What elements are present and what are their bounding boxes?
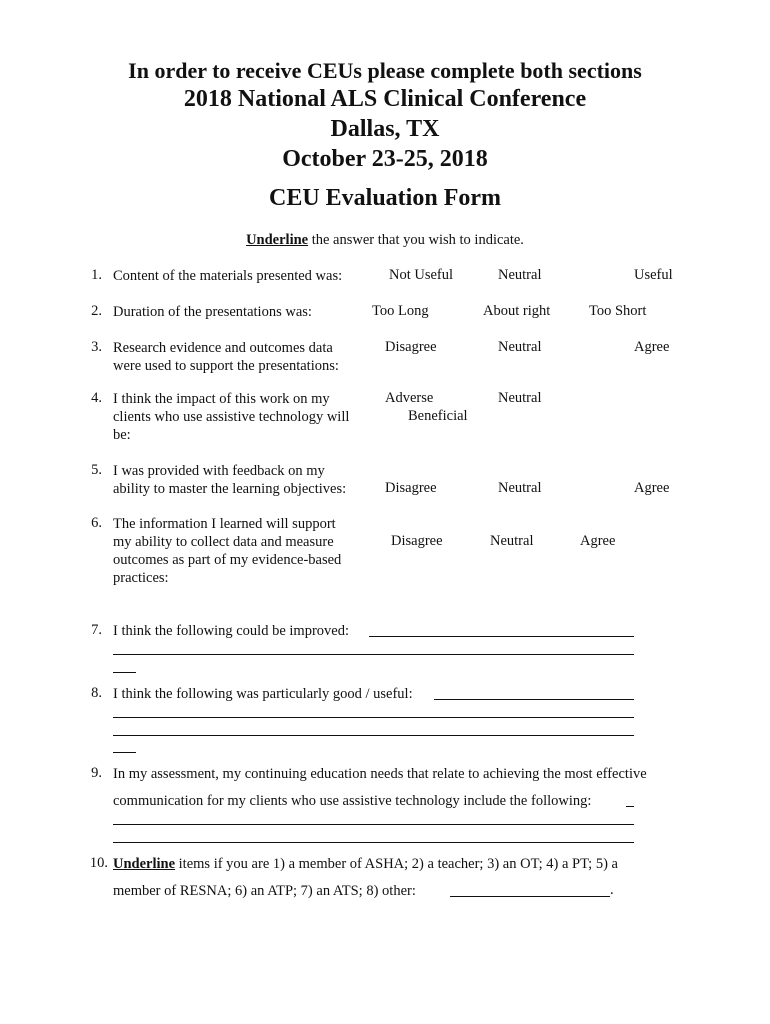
question-text-line: In my assessment, my continuing education needs that relate to achieving the most effective [113,766,647,782]
question-text: Duration of the presentations was: [113,304,312,320]
option-neutral[interactable]: Neutral [498,480,542,496]
answer-line[interactable] [113,735,634,736]
question-number: 7. [91,622,102,638]
question-number: 3. [91,339,102,355]
option-too-short[interactable]: Too Short [589,303,647,319]
question-text-line: practices: [113,570,169,586]
question-emphasis: Underline [113,856,176,872]
option-useful[interactable]: Useful [634,267,673,283]
option-adverse[interactable]: Adverse [385,390,434,406]
instruction-text [0,231,770,249]
question-text-line: member of RESNA; 6) an ATP; 7) an ATS; 8) other: [113,883,416,899]
ceu-requirement-heading: In order to receive CEUs please complete both sections [128,58,642,83]
conference-name: 2018 National ALS Clinical Conference [183,86,587,112]
question-text-line [113,855,618,873]
instruction-emphasis: Underline [246,232,309,248]
option-not-useful[interactable]: Not Useful [389,267,454,283]
answer-line[interactable] [113,842,634,843]
option-beneficial[interactable]: Beneficial [408,408,468,424]
answer-line[interactable] [626,806,634,807]
form-title: CEU Evaluation Form [268,185,501,211]
question-text-line: I think the impact of this work on my [113,391,330,407]
question-number: 10. [89,855,108,871]
answer-line[interactable] [434,699,634,700]
question-text: I think the following was particularly good / useful: [113,686,413,702]
answer-line[interactable] [113,717,634,718]
sentence-period: . [610,882,614,898]
option-agree[interactable]: Agree [580,533,616,549]
question-number: 2. [91,303,102,319]
question-number: 9. [91,765,102,781]
question-text-line: outcomes as part of my evidence-based [113,552,342,568]
option-neutral[interactable]: Neutral [490,533,534,549]
conference-dates: October 23-25, 2018 [282,146,488,172]
instruction-rest: the answer that you wish to indicate. [308,232,524,248]
answer-line[interactable] [113,752,136,753]
question-number: 8. [91,685,102,701]
conference-location: Dallas, TX [330,116,440,142]
option-agree[interactable]: Agree [634,480,670,496]
question-number: 4. [91,390,102,406]
question-text-line: Research evidence and outcomes data [113,340,333,356]
option-disagree[interactable]: Disagree [385,339,437,355]
question-text: Content of the materials presented was: [113,268,343,284]
question-number: 1. [91,267,102,283]
question-text-line: ability to master the learning objectives: [113,481,347,497]
option-neutral[interactable]: Neutral [498,339,542,355]
question-text-line: were used to support the presentations: [113,358,339,374]
question-text-line: clients who use assistive technology will [113,409,350,425]
option-disagree[interactable]: Disagree [385,480,437,496]
question-text-line: my ability to collect data and measure [113,534,334,550]
question-text: I think the following could be improved: [113,623,349,639]
question-text-line: be: [113,427,131,443]
answer-line[interactable] [369,636,634,637]
option-neutral[interactable]: Neutral [498,267,542,283]
answer-line[interactable] [113,654,634,655]
question-number: 6. [91,515,102,531]
other-answer-line[interactable] [450,896,610,897]
option-disagree[interactable]: Disagree [391,533,443,549]
question-text-line: communication for my clients who use assistive technology include the following: [113,793,592,809]
question-text-line: The information I learned will support [113,516,336,532]
answer-line[interactable] [113,672,136,673]
option-agree[interactable]: Agree [634,339,670,355]
option-about-right[interactable]: About right [483,303,551,319]
option-too-long[interactable]: Too Long [372,303,429,319]
question-text-line: I was provided with feedback on my [113,463,325,479]
question-text-rest: items if you are 1) a member of ASHA; 2) a teacher; 3) an OT; 4) a PT; 5) a [175,856,618,872]
answer-line[interactable] [113,824,634,825]
option-neutral[interactable]: Neutral [498,390,542,406]
question-number: 5. [91,462,102,478]
